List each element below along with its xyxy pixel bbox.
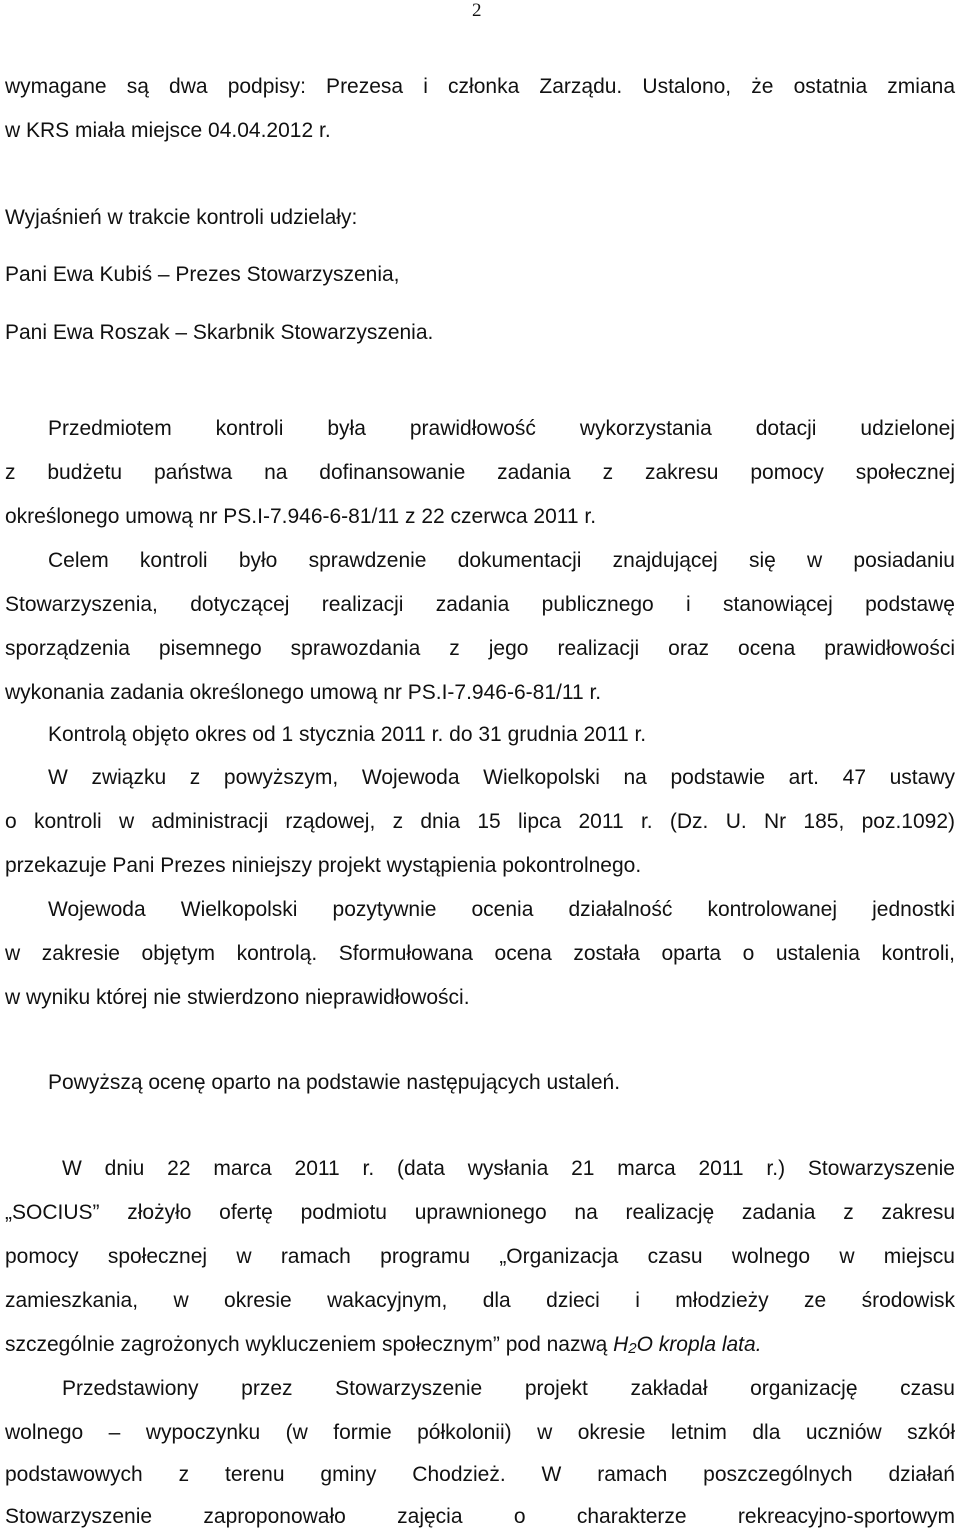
text-line: Przedstawiony przez Stowarzyszenie projekt zakładał organizację czasu	[62, 1377, 955, 1400]
text-line: Pani Ewa Kubiś – Prezes Stowarzyszenia,	[5, 263, 400, 286]
text-line: o kontroli w administracji rządowej, z dnia 15 lipca 2011 r. (Dz. U. Nr 185, poz.1092)	[5, 810, 955, 833]
text-line: Przedmiotem kontroli była prawidłowość wykorzystania dotacji udzielonej	[48, 417, 955, 440]
text-line: wymagane są dwa podpisy: Prezesa i członka Zarządu. Ustalono, że ostatnia zmiana	[5, 75, 955, 98]
text-line: „SOCIUS” złożyło ofertę podmiotu uprawnionego na realizację zadania z zakresu	[5, 1201, 955, 1224]
text-line: Pani Ewa Roszak – Skarbnik Stowarzyszenia.	[5, 321, 434, 344]
page-number: 2	[472, 0, 482, 21]
text-line: z budżetu państwa na dofinansowanie zadania z zakresu pomocy społecznej	[5, 461, 955, 484]
text-line: podstawowych z terenu gminy Chodzież. W ramach poszczególnych działań	[5, 1463, 955, 1486]
text-span: szczególnie zagrożonych wykluczeniem społecznym” pod nazwą	[5, 1333, 614, 1356]
text-line: Stowarzyszenie zaproponowało zajęcia o charakterze rekreacyjno-sportowym	[5, 1505, 955, 1528]
text-line: Stowarzyszenia, dotyczącej realizacji zadania publicznego i stanowiącej podstawę	[5, 593, 955, 616]
text-line: wykonania zadania określonego umową nr PS.I-7.946-6-81/11 r.	[5, 681, 602, 704]
text-line: Celem kontroli było sprawdzenie dokumentacji znajdującej się w posiadaniu	[48, 549, 955, 572]
text-line: w KRS miała miejsce 04.04.2012 r.	[5, 119, 331, 142]
text-line: Wojewoda Wielkopolski pozytywnie ocenia działalność kontrolowanej jednostki	[48, 898, 955, 921]
text-line: określonego umową nr PS.I-7.946-6-81/11 z 22 czerwca 2011 r.	[5, 505, 597, 528]
text-line: w wyniku której nie stwierdzono nieprawidłowości.	[5, 986, 470, 1009]
text-line: przekazuje Pani Prezes niniejszy projekt wystąpienia pokontrolnego.	[5, 854, 642, 877]
text-line	[5, 1332, 955, 1360]
text-line: w zakresie objętym kontrolą. Sformułowana ocena została oparta o ustalenia kontroli,	[5, 942, 955, 965]
text-line: Wyjaśnień w trakcie kontroli udzielały:	[5, 206, 358, 229]
text-line: zamieszkania, w okresie wakacyjnym, dla dzieci i młodzieży ze środowisk	[5, 1289, 955, 1312]
program-name-italic: $H_2O$ kropla lata.	[613, 1333, 762, 1357]
text-line: W dniu 22 marca 2011 r. (data wysłania 21 marca 2011 r.) Stowarzyszenie	[62, 1157, 955, 1180]
text-line: Powyższą ocenę oparto na podstawie następujących ustaleń.	[48, 1071, 621, 1094]
text-line: pomocy społecznej w ramach programu „Organizacja czasu wolnego w miejscu	[5, 1245, 955, 1268]
text-line: W związku z powyższym, Wojewoda Wielkopolski na podstawie art. 47 ustawy	[48, 766, 955, 789]
text-line: sporządzenia pisemnego sprawozdania z jego realizacji oraz ocena prawidłowości	[5, 637, 955, 660]
text-line: wolnego – wypoczynku (w formie półkolonii) w okresie letnim dla uczniów szkół	[5, 1421, 955, 1444]
text-line: Kontrolą objęto okres od 1 stycznia 2011 r. do 31 grudnia 2011 r.	[48, 723, 647, 746]
